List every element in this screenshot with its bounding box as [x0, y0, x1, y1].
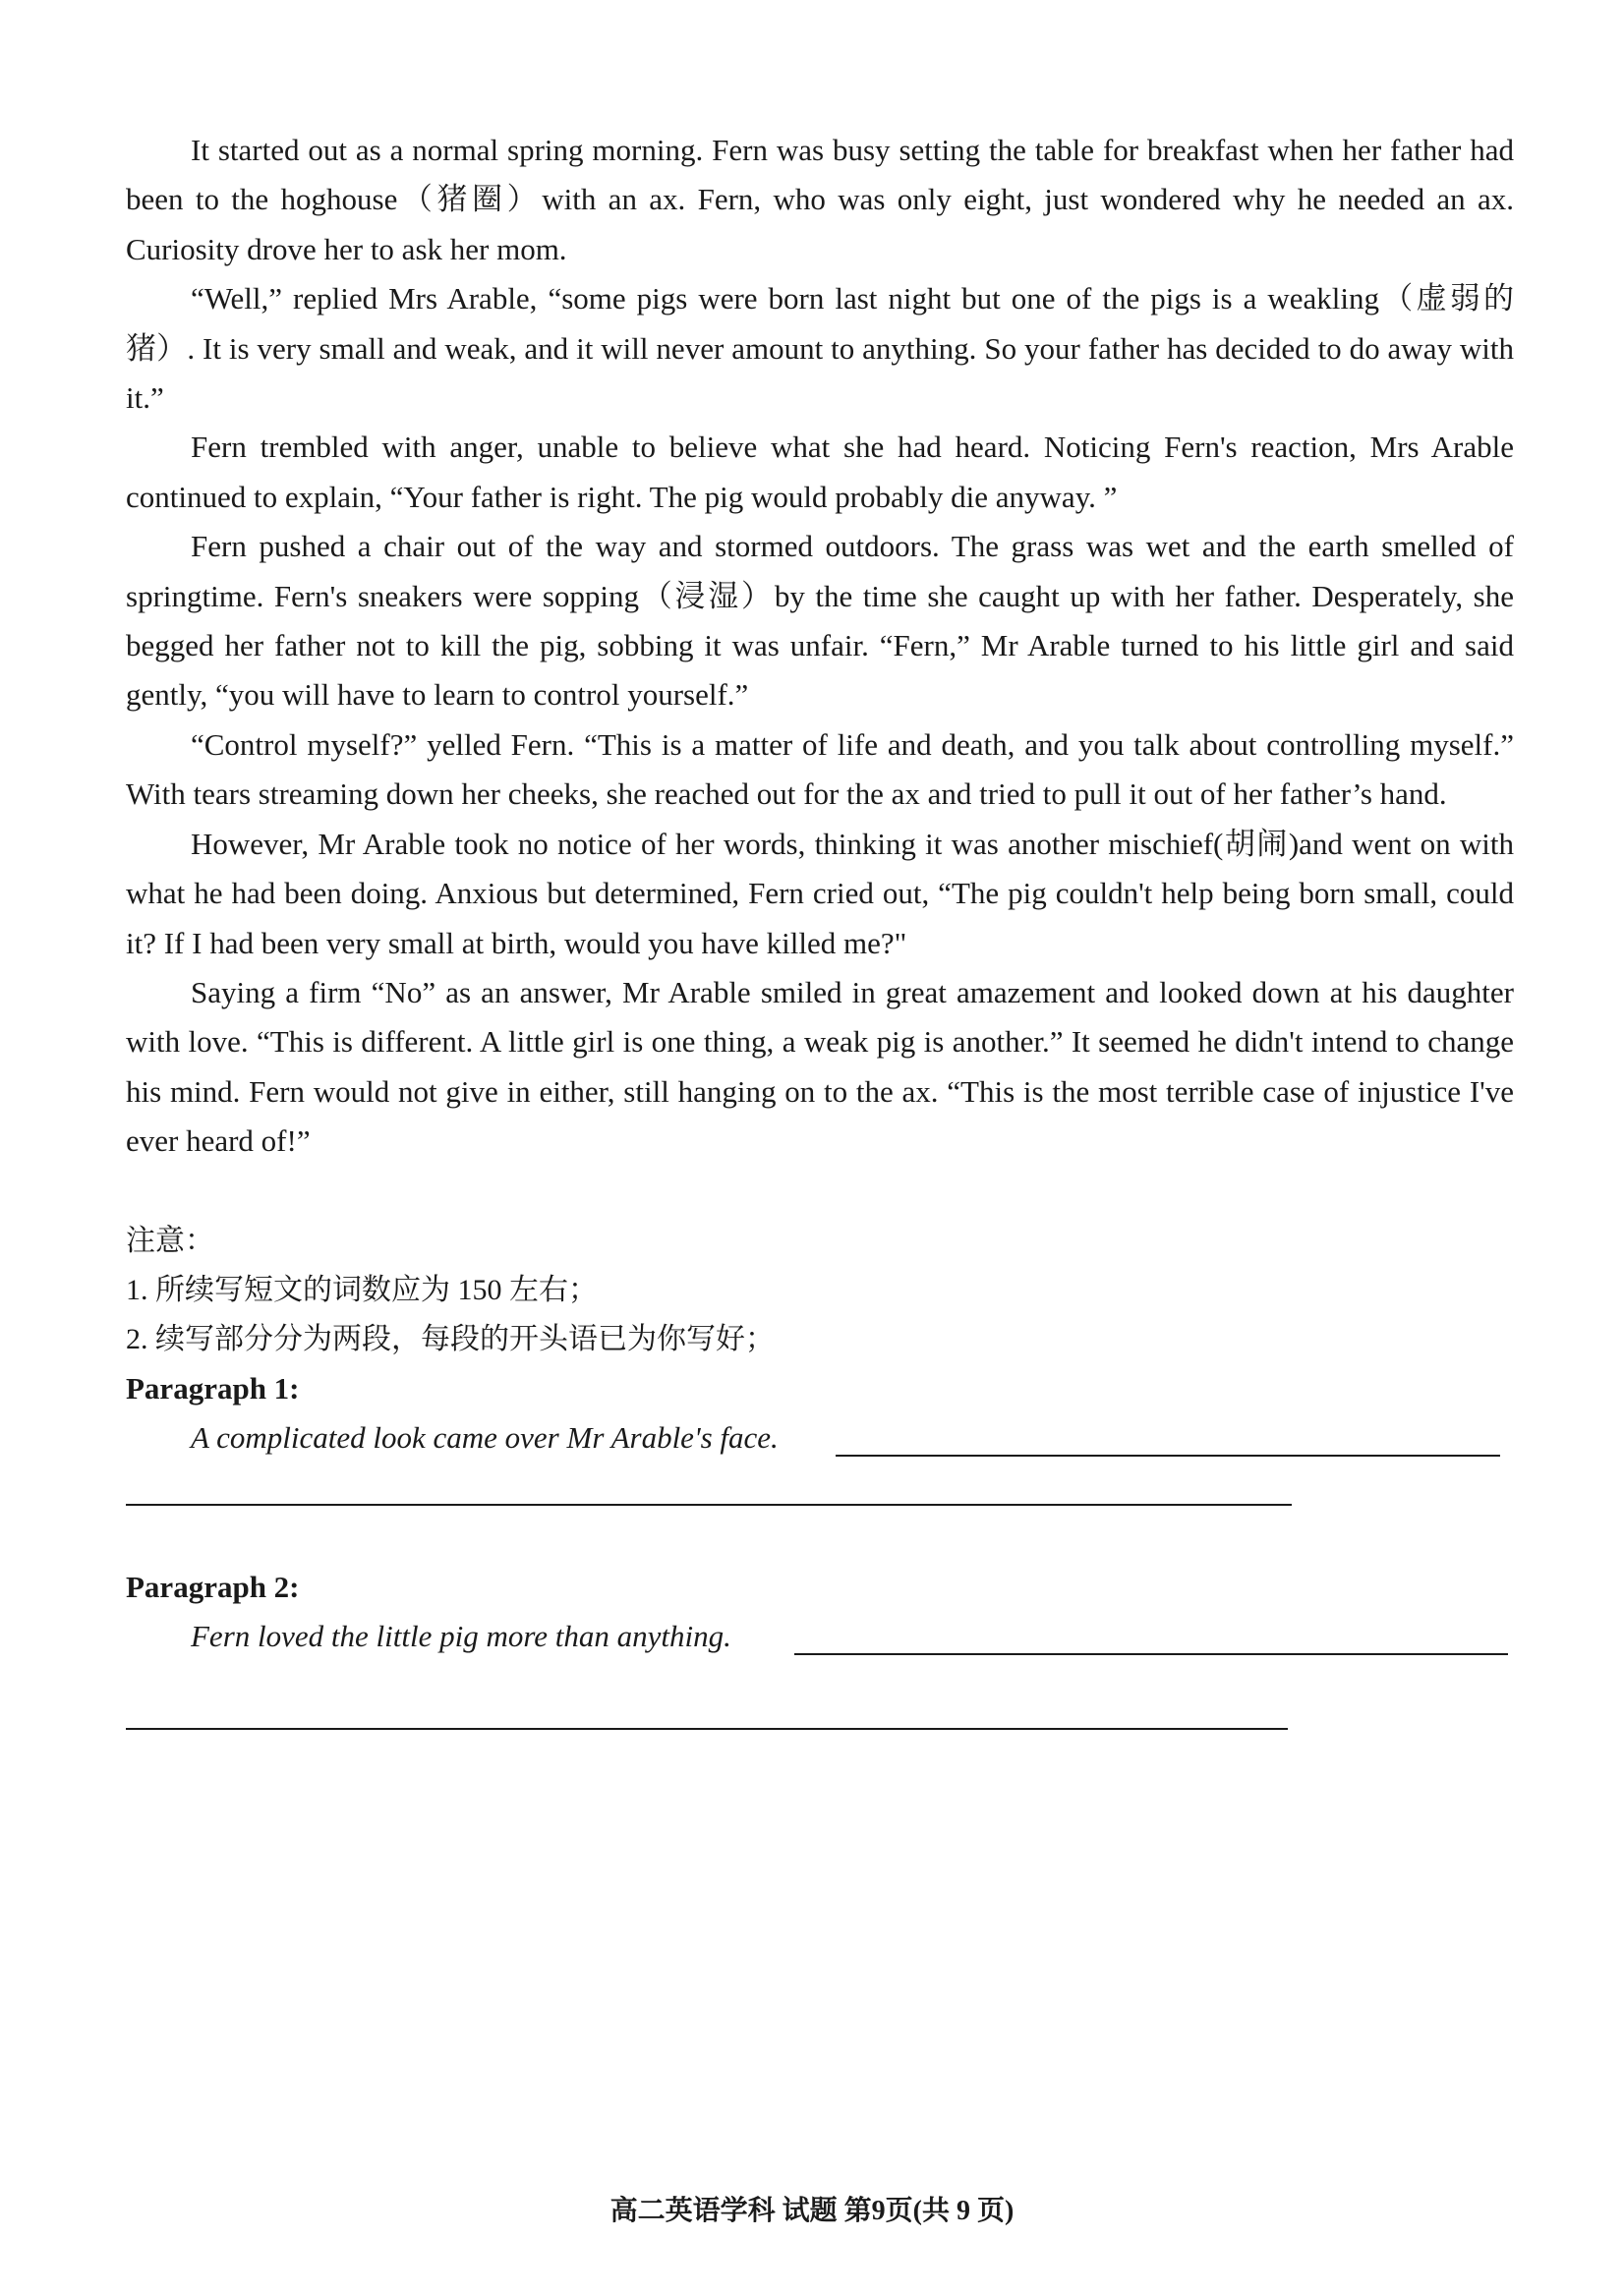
story-paragraph-5: “Control myself?” yelled Fern. “This is a matter of life and death, and you talk about controlling myself.” With tears streaming down her cheeks, she reached out for the ax and tried to pull it out of her father’s hand.	[126, 726, 1514, 812]
instructions-heading: 注意：	[126, 1225, 214, 1257]
story-paragraph-4: Fern pushed a chair out of the way and stormed outdoors. The grass was wet and the earth smelled of springtime. Fern's sneakers were sopping（浸湿）by the time she caught up with her father. Desperately, she begged her father not to kill the pig, sobbing it was unfair. “Fern,” Mr Arable turned to his little girl and said gently, “you will have to learn to control yourself.”	[126, 529, 1514, 713]
paragraph-1-opener: A complicated look came over Mr Arable's face.	[191, 1420, 779, 1455]
paragraph-2-answer-line-1[interactable]	[794, 1653, 1508, 1655]
story-paragraph-6: However, Mr Arable took no notice of her words, thinking it was another mischief(胡闹)and went on with what he had been doing. Anxious but determined, Fern cried out, “The pig couldn't help being born small, could it? If I had been very small at birth, would you have killed me?"	[126, 826, 1514, 960]
story-paragraph-2: “Well,” replied Mrs Arable, “some pigs were born last night but one of the pigs is a weakling（虚弱的猪）. It is very small and weak, and it will never amount to anything. So your father has decided to do away with it.”	[126, 281, 1514, 416]
paragraph-2-answer-line-2[interactable]	[126, 1728, 1288, 1730]
instruction-item-2: 2. 续写部分分为两段，每段的开头语已为你写好；	[126, 1323, 775, 1355]
story-passage	[126, 126, 1514, 1167]
paragraph-2-opener: Fern loved the little pig more than anything.	[191, 1619, 731, 1653]
story-paragraph-1: It started out as a normal spring morning. Fern was busy setting the table for breakfast when her father had been to the hoghouse（猪圈）with an ax. Fern, who was only eight, just wondered why he needed an ax. Curiosity drove her to ask her mom.	[126, 133, 1514, 266]
paragraph-1-heading: Paragraph 1:	[126, 1371, 300, 1406]
instruction-item-1: 1. 所续写短文的词数应为 150 左右；	[126, 1274, 598, 1306]
story-paragraph-3: Fern trembled with anger, unable to believe what she had heard. Noticing Fern's reaction, Mrs Arable continued to explain, “Your father is right. The pig would probably die anyway. ”	[126, 430, 1514, 514]
story-paragraph-7: Saying a firm “No” as an answer, Mr Arable smiled in great amazement and looked down at his daughter with love. “This is different. A little girl is one thing, a weak pig is another.” It seemed he didn't intend to change his mind. Fern would not give in either, still hanging on to the ax. “This is the most terrible case of injustice I've ever heard of!”	[126, 974, 1514, 1159]
paragraph-2-heading: Paragraph 2:	[126, 1570, 300, 1604]
paragraph-1-answer-line-2[interactable]	[126, 1504, 1292, 1506]
instructions	[126, 1217, 1514, 1364]
page-footer: 高二英语学科 试题 第9页(共 9 页)	[609, 2196, 1015, 2226]
paragraph-1-answer-line-1[interactable]	[836, 1455, 1500, 1457]
